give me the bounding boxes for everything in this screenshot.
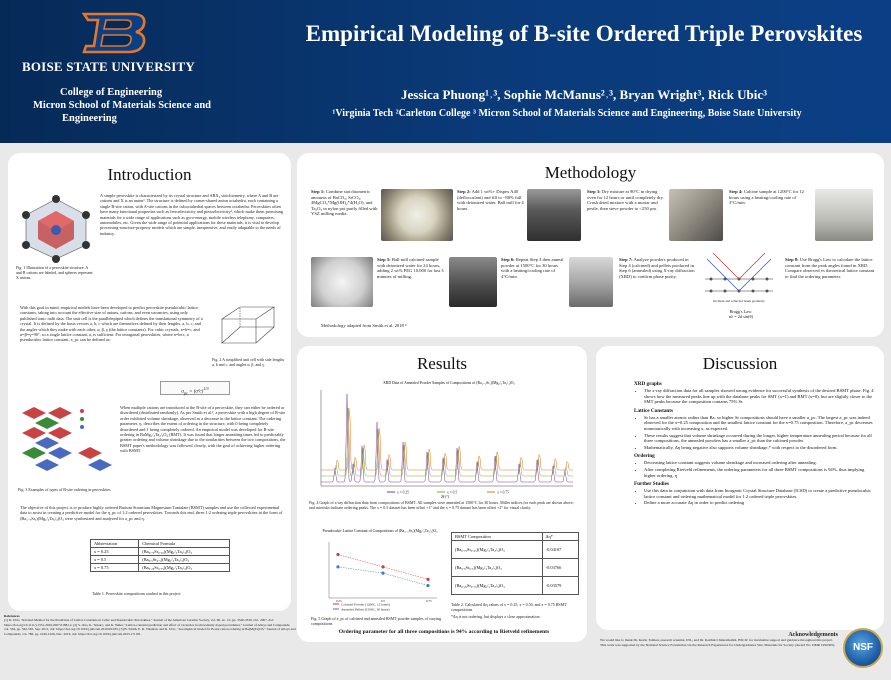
discussion-list <box>634 388 876 405</box>
step1-photo <box>381 189 453 241</box>
step4-photo <box>815 189 873 241</box>
boise-state-b-logo-icon <box>82 10 148 54</box>
legend-label: x = 0.25 <box>397 490 409 495</box>
discussion-heading: Ordering <box>634 453 655 460</box>
bragg-diagram-note: Incident and reflected beam geometry <box>713 299 765 303</box>
table1-caption: Table 1. Perovskite compositions studied in this project <box>92 591 181 596</box>
step-label: Step 1: <box>311 189 325 194</box>
acknowledgements <box>600 633 838 647</box>
apc-data-point <box>426 584 429 587</box>
x-tick-label: 0.5 <box>381 599 385 603</box>
step-5 <box>377 257 445 279</box>
discussion-list <box>634 415 876 451</box>
step-3 <box>587 189 665 211</box>
step-7 <box>619 257 697 279</box>
methodology-panel <box>297 153 884 337</box>
apc-trend-line <box>338 567 428 586</box>
table-header: BSMT Composition <box>452 533 543 541</box>
step-label: Step 6: <box>501 257 515 262</box>
discussion-title: Discussion <box>702 354 778 373</box>
xrd-chart <box>307 386 579 496</box>
step5-photo <box>311 257 373 307</box>
affiliations: ¹Virginia Tech ²Carleton College ³ Micron School of Materials Science and Engineering, Boise State University <box>332 108 802 119</box>
step-text: Ball mill calcined sample with deionized water for 24 hours, adding 2 wt% PEG 10,000 for last 3 minutes of milling. <box>377 257 444 279</box>
university-name: BOISE STATE UNIVERSITY <box>22 59 195 74</box>
list-item: • Define a more accurate Δη in order to predict ordering <box>644 500 876 506</box>
table-row <box>91 564 230 572</box>
methodology-footer: Methodology adapted from Smith et al. 2018 ³ <box>321 323 407 328</box>
table-row <box>452 577 579 595</box>
step7-photo <box>569 257 613 307</box>
step3-photo <box>669 189 723 241</box>
intro-paragraph-2: With this goal in mind, empirical models have been developed to predict perovskite pseudocubic lattice constants, taking into account the effective size of anions, cations, and even vacancies, using only published ionic radii data. The unit cell is the parallelepiped which defines the translational symmetry of a crystal. It is defined by the basis vectors a, b, c which are themselves defined by their lengths, a, b, c, and the angles which they make with each other, α, β, γ (the lattice constants). For cubic crystals, a=b=c, and α=β=γ=90°, so a single lattice constant, a, is sufficient. For tetragonal perovskites, where a=b≠c, a pseudocubic lattice constant, a_pc can be defined as: <box>20 305 203 343</box>
results-title: Results <box>416 354 468 373</box>
x-tick-label: 0.75 <box>426 599 432 603</box>
table-row <box>91 548 230 556</box>
step2-photo <box>527 189 581 241</box>
poster-title: Empirical Modeling of B-site Ordered Triple Perovskites <box>305 21 863 46</box>
legend-label: Calcined Powder (1200C, 12 hours) <box>341 602 390 607</box>
step-text: Dry mixture at 90°C in drying oven for 12 hours or until completely dry. Crush dried mixture with a mortar and pestle, then sieve powder to <250 μm. <box>587 189 664 211</box>
fig1-caption: Fig. 1 Illustration of a perovskite structure. A and B cations are labeled, and spheres represent X anions. <box>16 265 93 280</box>
college-name <box>33 86 211 125</box>
table-cell: -0.03579 <box>542 577 578 595</box>
table-header-row <box>452 533 579 541</box>
step-label: Step 4: <box>729 189 743 194</box>
discussion-body <box>634 378 876 507</box>
step-text: Use Bragg's Law to calculate the lattice constant from the peak angles found in XRD. Compare observed vs theoretical lattice constant to find the ordering parameter. <box>785 257 875 279</box>
header <box>0 0 891 143</box>
table-row <box>452 559 579 577</box>
legend-label: Annealed Pellets (1500C, 30 hours) <box>341 607 390 612</box>
table-cell: x = 0.75 <box>91 564 139 572</box>
table-cell: (Ba₀.₇₅Sr₀.₂₅)(Mg₁/₃Ta₂/₃)O₃ <box>139 548 230 556</box>
references <box>4 614 296 636</box>
step-label: Step 3: <box>587 189 601 194</box>
apc-chart <box>311 538 443 614</box>
pseudocubic-equation: $a_{pc} = (a^2c)^{1/3}$ <box>160 381 230 395</box>
apc-data-point <box>426 578 429 581</box>
x-tick-label: 0.25 <box>336 599 342 603</box>
bragg-eq: nλ = 2d sin(θ) <box>728 314 754 320</box>
references-text: [1] R. Ubic, "Revised Method for the Prediction of Lattice Constants in Cubic and Pseudocubic Perovskites," Journal of the American Ceramic Society, vol. 90, no. 10, pp. 3326-3330, Oct. 2007, doi: https://doi.org/10.1111/j.1551-2916.2007.01881.x. [2] S. Ono, K. Tetsuro, and K. Yuhei, "Lattice-constant prediction and effect of vacancies in aliovalently doped perovskites," Journal of Alloys and Compounds, vol. 504, pp. 562-565, Sep. 2011, doi: https://doi.org/10.1016/j.jallcom.2010.09.033. [3] B. Smith, E. R. Vaisman, and R. Ubic, "An empirical model for B-site cation ordering in Ba(MgTa)O3," Journal of Alloys and Compounds, vol. 786, pp. 1020-1026, Dec. 2019, doi: https://doi.org/10.1016/j.jallcom.2023.171181. <box>4 618 296 636</box>
apc-chart-title: Pseudocubic Lattice Constant of Compositions of (Ba₁₋ₓSrₓ)(Mg₁/₃Ta₂/₃)O₃ <box>322 529 438 533</box>
step-label: Step 5: <box>377 257 391 262</box>
references-title: References <box>4 614 20 618</box>
xrd-xlabel: 2θ (°) <box>440 495 450 499</box>
step-text: Repeat Step 3 then anneal powder at 1500°C for 30 hours with a heating/cooling rate of 4°C/min. <box>501 257 564 279</box>
table-cell: x = 0.5 <box>91 556 139 564</box>
results-panel <box>297 346 587 642</box>
fig2-caption: Fig. 2 A simplified unit cell with side lengths a, b and c, and angles α, β, and γ. <box>212 357 285 367</box>
step-text: Analyze powders produced in Step 4 (calcined) and pellets produced in Step 6 (annealed) using X-ray diffraction (XRD) to confirm phase purity. <box>619 257 695 279</box>
bragg-equation <box>711 309 771 320</box>
step-text: Add 1 wt%+ Dispex A40 (deflocculant) and fill to ~80% full with deionized water. Ball mill for 4 hours. <box>457 189 524 211</box>
table-header: Δη* <box>542 533 578 541</box>
list-item: • The x-ray diffraction data for all samples showed strong evidence for successful synthesis of the desired BSMT phase. Fig. 4 shows how the measured peaks line up with the database peaks for SMT (x=1) and BMT (x=0), but are slightly closer to the SMT peaks because the composition contains 75% Sr. <box>644 388 876 405</box>
list-item: • After completing Rietveld refinements, the ordering parameters for all three BSMT compositions is 94%, thus implying higher ordering, η <box>644 467 876 478</box>
table-cell: (Ba₀.₅Sr₀.₅)(Mg₁/₃Ta₂/₃)O₃ <box>139 556 230 564</box>
table-cell: (Ba₀.₂₅Sr₀.₇₅)(Mg₁/₃Ta₂/₃)O₃ <box>139 564 230 572</box>
step-6 <box>501 257 567 279</box>
bragg-label: Bragg's Law: <box>729 309 753 314</box>
college-line3: Engineering <box>62 113 117 124</box>
college-line1: College of Engineering <box>60 87 163 98</box>
ack-text: We would like to thank Dr. Kevin Tolman, research scientist, INL, and Dr. Karthik Chinnathambi, BSCIC for invaluable support and guidance throughout this project. This work was supported by the National Science Foundation via the Research Experiences for Undergraduates Site: Materials for Society (Award No. DMR 1950305). <box>600 638 836 647</box>
ack-title: Acknowledgements <box>788 632 838 638</box>
table2-note: *Δη is not ordering, but displays a close approximation. <box>451 614 541 619</box>
table-cell: -0.03766 <box>542 559 578 577</box>
apc-data-point <box>381 565 384 568</box>
introduction-panel <box>8 153 291 611</box>
fig5-caption: Fig. 5 Graph of a_pc of calcined and annealed BSMT powder samples of varying compositions <box>311 616 442 626</box>
step-label: Step 2: <box>457 189 471 194</box>
discussion-heading: XRD graphs <box>634 381 662 387</box>
table-cell: (Ba₀.₇₅Sr₀.₂₅)(Mg₁/₃Ta₂/₃)O₃ <box>452 541 543 559</box>
discussion-panel <box>596 346 884 630</box>
intro-paragraph-3: When multiple cations are introduced at the B-site of a perovskite, they can either be ordered or disordered (distributed randomly). As per Smith et al.³, a perovskite with a high degree of B-site order exhibited volume shrinkage, observed as a decrease in the lattice constant. The ordering parameter, η, describes the extent of ordering in the structure, with 0 being completely disordered and 1 being completely ordered. An empirical model was developed for B-site ordering in BaMg₁/₃Ta₂/₃O₃ (BMT). It was found that longer annealing times led to predictably greater ordering and volume shrinkage due to the similarities between the two compositions, the BSMT paper's methodology was followed closely, with the goal of achieving higher ordering with BSMT. <box>120 405 286 454</box>
step-4 <box>729 189 809 206</box>
fig3-caption: Fig. 3 Examples of types of B-site ordering in perovskites <box>18 487 111 492</box>
list-item: • Mathematically, Δη being negative also supports volume shrinkage,* with respect to the disordered form. <box>644 445 876 451</box>
step-8 <box>785 257 877 279</box>
table-row <box>91 556 230 564</box>
table-cell: (Ba₀.₂₅Sr₀.₇₅)(Mg₁/₃Ta₂/₃)O₃ <box>452 577 543 595</box>
step-1 <box>311 189 379 217</box>
intro-paragraph-4: The objective of this project is to produce highly ordered Barium Strontium Magnesium Tantalate (BSMT) samples and use the collected experimental data to assist in creating a predictive model for the η_pc of 1:2 ordered perovskites. Towards this end, three 1:2 ordering triple perovskites in the form of (Ba₁₋ₓSrₓ)(Mg₁/₃Ta₂/₃)O₃ were synthesized and analyzed for a_pc and η. <box>20 505 283 521</box>
fig4-caption: Fig. 4 Graph of x-ray diffraction data from compositions of BSMT. All samples were annealed at 1500°C for 30 hours. Miller indices for each peak are shown above, and asterisks indicate ordering peaks. The x = 0.5 dataset has been offset +1° and the x = 0.75 dataset has been offset +2° for visual clarity. <box>309 500 574 510</box>
xrd-series-line <box>321 394 573 482</box>
authors: Jessica Phuong¹˒³, Sophie McManus²˒³, Bryan Wright³, Rick Ubic³ <box>401 87 767 102</box>
step-label: Step 7: <box>619 257 633 262</box>
table-cell: x = 0.25 <box>91 548 139 556</box>
step6-photo <box>449 257 497 307</box>
list-item: • Decreasing lattice constant suggests volume shrinkage and increased ordering after annealing. <box>644 460 876 466</box>
college-line2: Micron School of Materials Science and <box>33 100 211 111</box>
b-site-ordering-figure <box>18 403 114 485</box>
discussion-list <box>634 460 876 478</box>
compositions-table <box>90 539 230 572</box>
list-item: • Sr has a smaller atomic radius than Ba, so higher Sr compositions should have a smaller a_pc. The largest a_pc was indeed observed for the x=0.25 composition and the smallest lattice constant for the x=0.75 composition. Therefore, a_pc decreases monotonically with increasing x, as expected. <box>644 415 876 432</box>
apc-data-point <box>336 565 339 568</box>
step-text: Calcine sample at 1200°C for 12 hours using a heating/cooling rate of 3°C/min. <box>729 189 804 206</box>
table2-caption: Table 2. Calculated Δη values of x = 0.25, x = 0.50, and x = 0.75 BSMT compositions <box>451 602 567 612</box>
nsf-logo-icon: NSF <box>843 628 883 668</box>
step-label: Step 8: <box>785 257 799 262</box>
table-cell: -0.04107 <box>542 541 578 559</box>
apc-data-point <box>336 553 339 556</box>
apc-data-point <box>381 572 384 575</box>
delta-eta-table <box>451 532 579 595</box>
discussion-heading: Further Studies <box>634 481 669 488</box>
xrd-chart-title: XRD Data of Annealed Powder Samples of Compositions of (Ba₁₋ₓSrₓ)(Mg₁/₃Ta₂/₃)O₃ <box>383 381 515 385</box>
xrd-series-line <box>321 408 573 470</box>
discussion-list <box>634 488 876 506</box>
table-header: Chemical Formula <box>139 540 230 548</box>
discussion-heading: Lattice Constants <box>634 407 674 414</box>
table-cell: (Ba₀.₅Sr₀.₅)(Mg₁/₃Ta₂/₃)O₃ <box>452 559 543 577</box>
legend-label: x = 0.75 <box>497 490 509 495</box>
perovskite-structure-figure <box>20 195 92 263</box>
table-row <box>452 541 579 559</box>
step-2 <box>457 189 525 211</box>
introduction-title: Introduction <box>107 165 192 184</box>
list-item: • These results suggest that volume shrinkage occurred during the longer, higher temperature annealing period because for all three compositions, the annealed powders has a smaller a_pc than the calcined powder. <box>644 433 876 444</box>
table-header-row <box>91 540 230 548</box>
list-item: • Use this data in conjunction with data from Inorganic Crystal Structure Database (ICSD) to create a predictive pseudocubic lattice constant and ordering mathematical model for 1:2 ordered triple perovskites. <box>644 488 876 499</box>
step-text: Combine stoichiometric amounts of BaCO₃, SrCO₃, 4MgCO₃*Mg(OH)₂*4(H₂O), and Ta₂O₅ in nylon pot partly filled with YSZ milling media. <box>311 189 378 217</box>
unit-cell-figure <box>212 305 284 355</box>
methodology-title: Methodology <box>544 163 637 182</box>
intro-paragraph-1: A simple perovskite is characterized by its crystal structure and ABX₃ stoichiometry, where A and B are cations and X is an anion¹. The structure is defined by corner-shared anion octahedra, each containing a single B-site cation, with A-site cations in the cuboctahedral spaces between octahedra. Perovskites often have many functional properties such as ferroelectricity and piezoelectricity², which make them promising materials for a wide range of applications such as gyro-energy, mobile wireless telephony, computers, automobiles, etc. Given the wide range of potential applications for these materials, it is vital to develop processing-structure-property models which are simple, inexpensive, and easily adaptable to the needs of industry. <box>100 193 284 236</box>
legend-label: x = 0.5 <box>447 490 458 495</box>
ordering-note: Ordering parameter for all three compositions is 94% according to Rietveld refinements <box>338 629 550 635</box>
table-header: Abbreviation <box>91 540 139 548</box>
